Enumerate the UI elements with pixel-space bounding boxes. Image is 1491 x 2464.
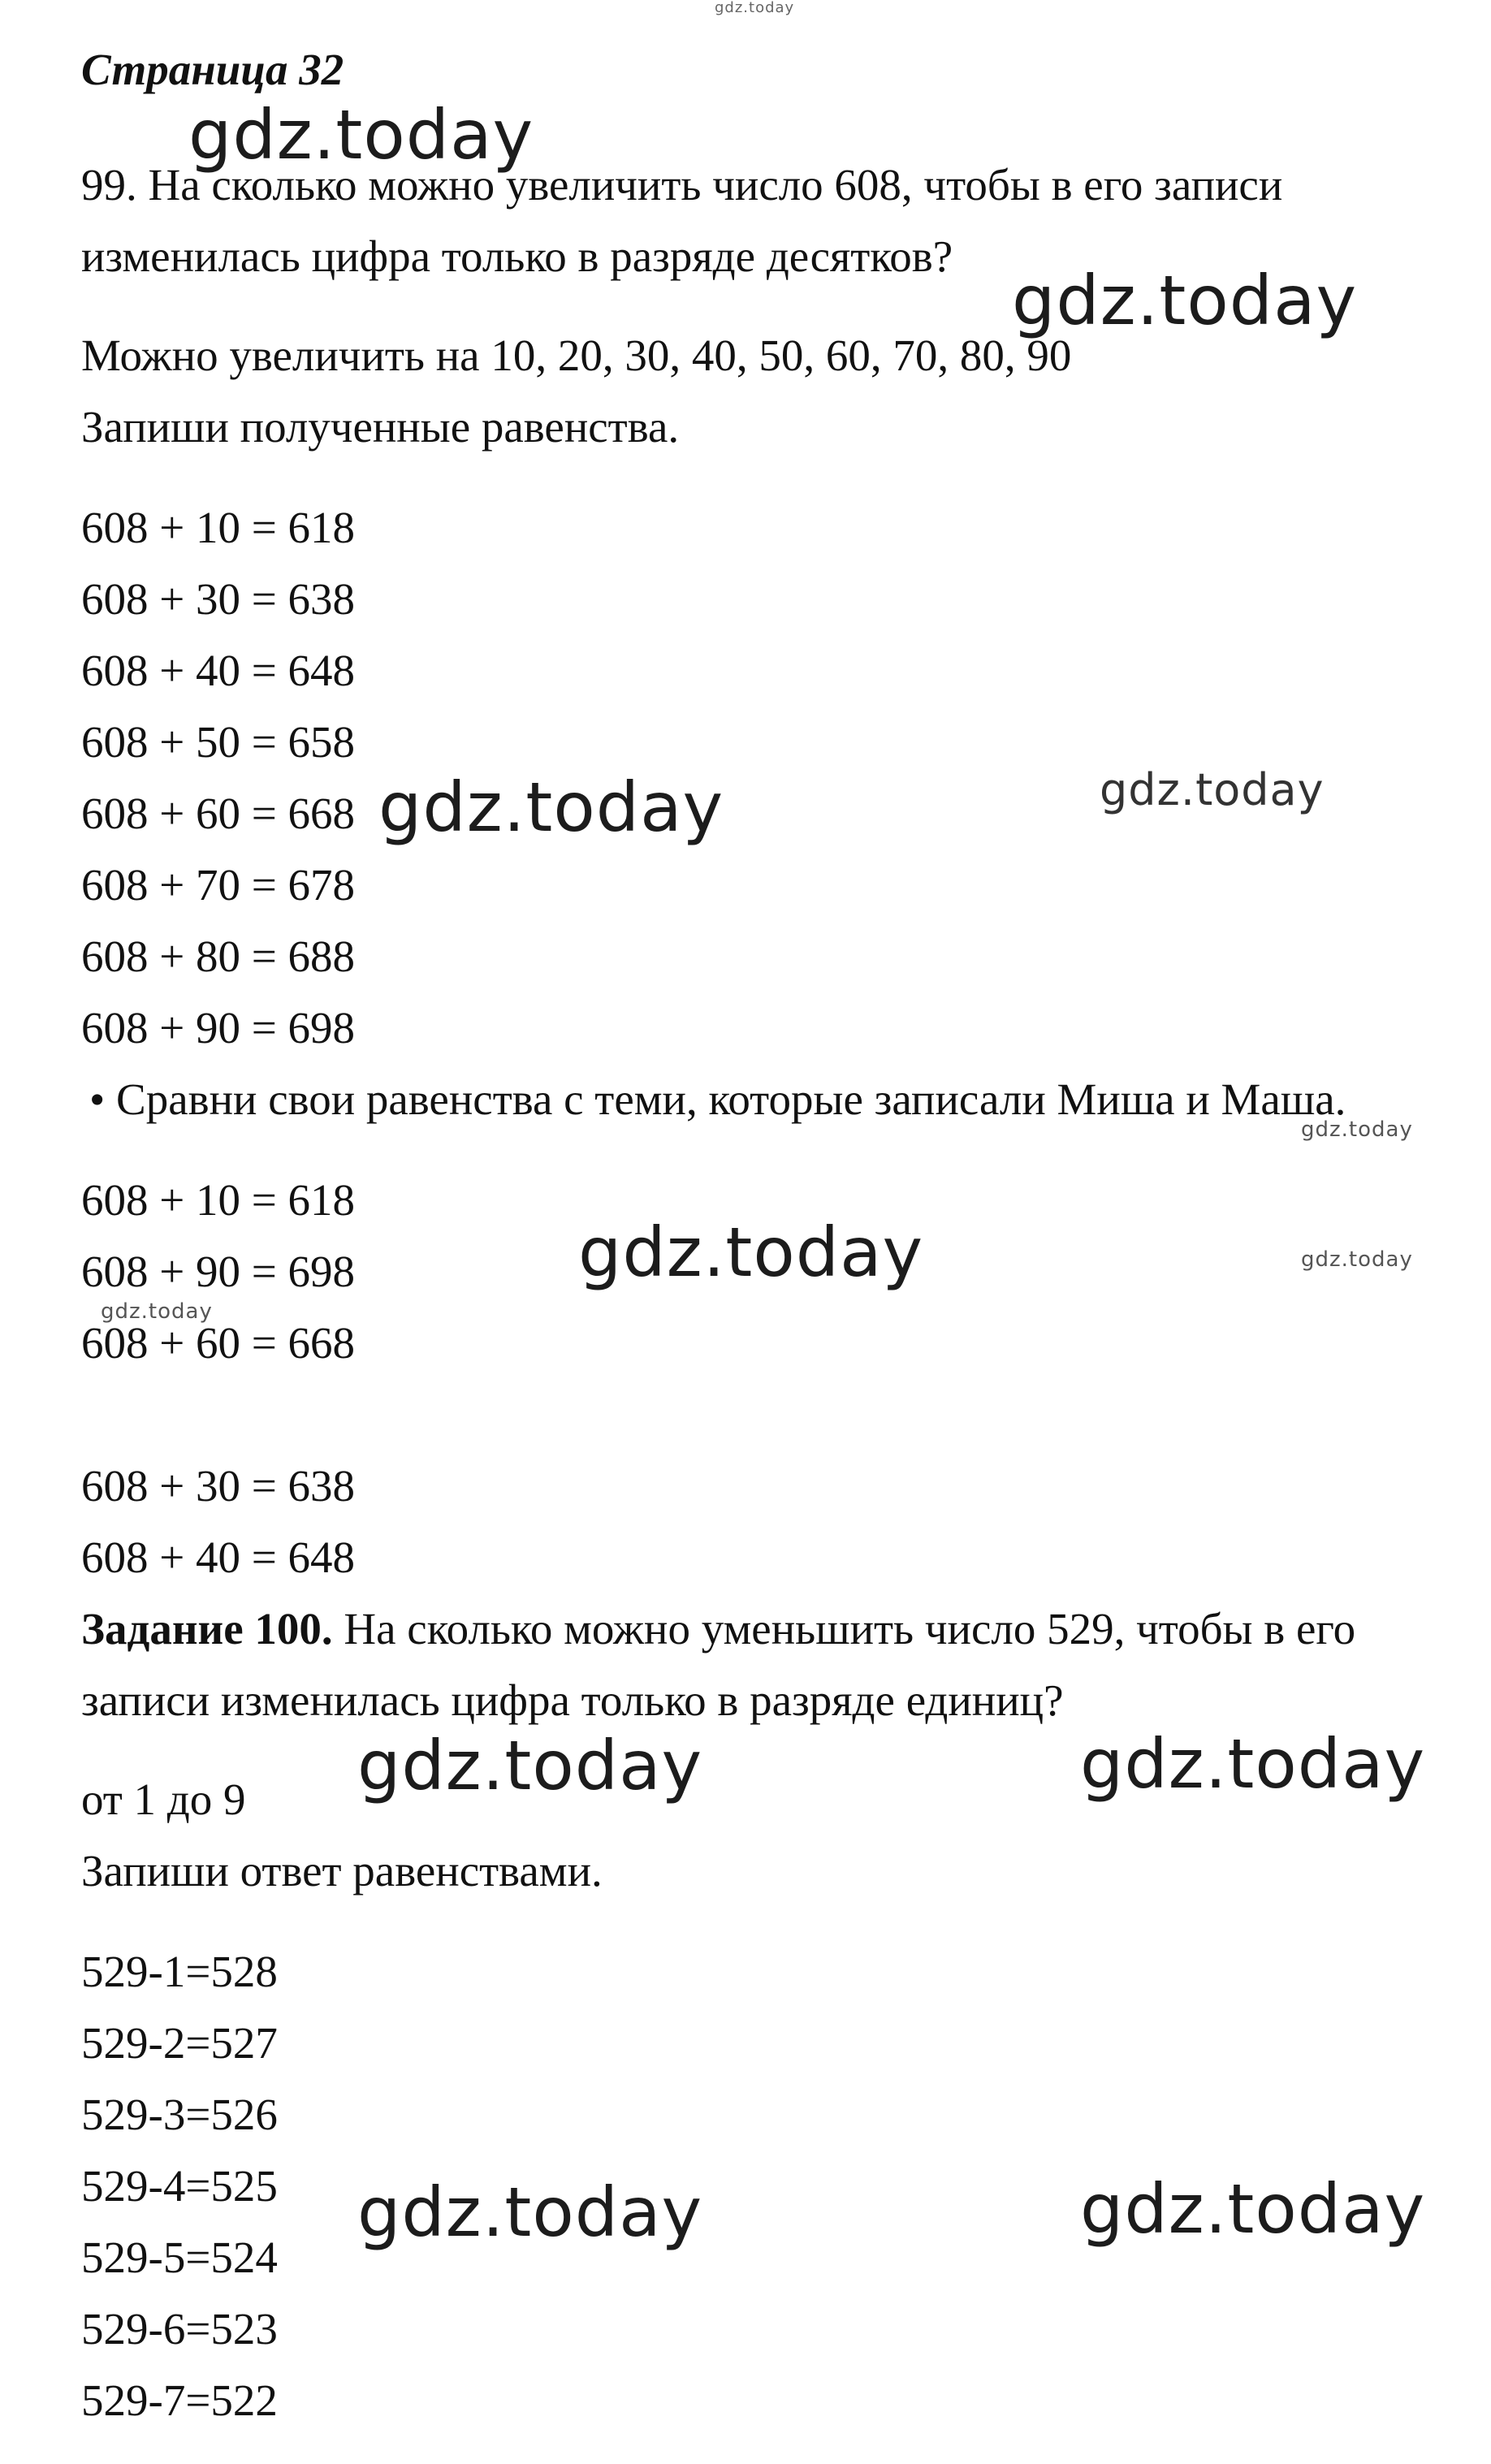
subtraction-line: 529-6=523: [81, 2304, 278, 2354]
equality-line: 608 + 80 = 688: [81, 932, 356, 981]
subtraction-line: 529-1=528: [81, 1947, 278, 1996]
watermark: gdz.today: [378, 767, 724, 847]
task100-label: Задание 100.: [81, 1604, 333, 1653]
subtraction-line: 529-5=524: [81, 2233, 278, 2282]
compare-equality-line: 608 + 10 = 618: [81, 1175, 356, 1225]
task100-answer: от 1 до 9: [81, 1775, 246, 1824]
compare-equality-line: 608 + 60 = 668: [81, 1318, 356, 1368]
compare-prompt: • Сравни свои равенства с теми, которые записали Миша и Маша.: [89, 1074, 1346, 1124]
watermark: gdz.today: [1100, 764, 1325, 815]
page-heading: Страница 32: [81, 45, 344, 94]
watermark: gdz.today: [578, 1213, 924, 1292]
equality-line: 608 + 50 = 658: [81, 717, 356, 767]
watermark: gdz.today: [1080, 1724, 1426, 1804]
task100-question-line1: [81, 1603, 1355, 1655]
equality-line: 608 + 70 = 678: [81, 860, 356, 910]
subtraction-line: 529-3=526: [81, 2090, 278, 2139]
equality-line: 608 + 60 = 668: [81, 789, 356, 838]
watermark: gdz.today: [1301, 1117, 1413, 1142]
watermark: gdz.today: [357, 1726, 703, 1805]
subtraction-line: 529-7=522: [81, 2375, 278, 2425]
compare-equality-line: 608 + 40 = 648: [81, 1532, 356, 1582]
compare-equality-line: 608 + 30 = 638: [81, 1461, 356, 1511]
watermark: gdz.today: [1080, 2169, 1426, 2249]
task100-question-line2: записи изменилась цифра только в разряде единиц?: [81, 1675, 1064, 1725]
watermark: gdz.today: [357, 2172, 703, 2252]
subtraction-line: 529-2=527: [81, 2018, 278, 2068]
watermark: gdz.today: [1012, 261, 1358, 340]
subtraction-line: 529-4=525: [81, 2161, 278, 2211]
equality-line: 608 + 40 = 648: [81, 646, 356, 695]
task100-instruction: Запиши ответ равенствами.: [81, 1846, 603, 1896]
watermark: gdz.today: [715, 0, 795, 16]
task100-question-text: На сколько можно уменьшить число 529, чтобы в его: [332, 1604, 1356, 1653]
task99-instruction: Запиши полученные равенства.: [81, 402, 680, 452]
watermark: gdz.today: [188, 95, 534, 175]
watermark: gdz.today: [101, 1299, 213, 1324]
task99-question-line1: 99. На сколько можно увеличить число 608, чтобы в его записи: [81, 160, 1283, 210]
task99-question-line2: изменилась цифра только в разряде десятков?: [81, 231, 953, 281]
watermark: gdz.today: [1301, 1247, 1413, 1272]
compare-equality-line: 608 + 90 = 698: [81, 1247, 356, 1296]
equality-line: 608 + 30 = 638: [81, 574, 356, 624]
equality-line: 608 + 10 = 618: [81, 503, 356, 552]
equality-line: 608 + 90 = 698: [81, 1003, 356, 1053]
task99-answer: Можно увеличить на 10, 20, 30, 40, 50, 60, 70, 80, 90: [81, 331, 1072, 380]
